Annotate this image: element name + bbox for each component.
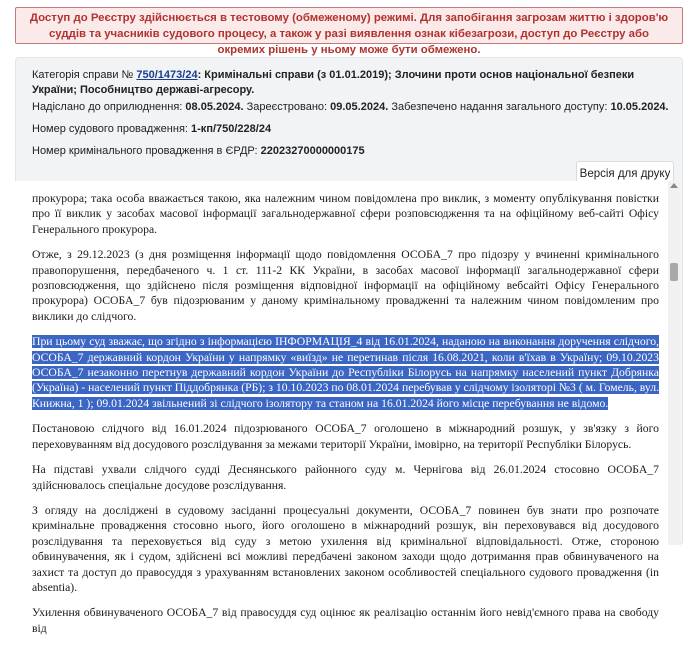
paragraph: прокурора; така особа вважається такою, яка належним чином повідомлена про виклик, з моменту опублікування повістки про її виклик у засобах масової інформації загальнодержавної сфери розповсюдження та на офіційному веб-сайті Офісу Генерального прокурора. — [32, 192, 659, 236]
decision-text — [32, 181, 659, 646]
sent-label: Надіслано до оприлюднення: — [32, 101, 183, 113]
erdr-number: 22023270000000175 — [260, 145, 365, 157]
case-number-link[interactable]: 750/1473/24 — [136, 69, 198, 81]
selected-text: При цьому суд зважає, що згідно з інформацією ІНФОРМАЦІЯ_4 від 16.01.2024, наданою на виконання доручення слідчого, ОСОБА_7 державний кордон України у напрямку «виїзд» не перетинав після 16.08.2021, коли в'їхав в Україну; 09.10.2023 ОСОБА_7 незаконно перетнув державний кордон України до Республіки Білорусь на напрямку населений пункт Добрянка (Україна) - населений пункт Піддобрянка (РБ); з 10.10.2023 по 08.01.2024 перебував у слідчому ізоляторі №3 ( м. Гомель, вул. Книжна, 1 ); 09.01.2024 звільнений зі слідчого ізолятору та станом на 16.01.2024 його місце перебування не відомо. — [32, 335, 660, 410]
sent-date: 08.05.2024. — [185, 101, 244, 113]
registered-date: 09.05.2024. — [330, 101, 389, 113]
decision-text-viewer[interactable] — [15, 181, 668, 635]
paragraph: Постановою слідчого від 16.01.2024 підозрюваного ОСОБА_7 оголошено в міжнародний розшук, у зв'язку з його переховуванням від досудового розслідування за межами території України, імовірно, на території Республіки Білорусь. — [32, 422, 659, 451]
proceeding-label: Номер судового провадження: — [32, 123, 188, 135]
paragraph: Ухилення обвинуваченого ОСОБА_7 від правосуддя суд оцінює як реалізацію останнім його невід'ємного права на свободу від — [32, 606, 659, 635]
access-date: 10.05.2024. — [610, 101, 669, 113]
erdr-row — [32, 144, 672, 159]
paragraph: На підставі ухвали слідчого судді Деснянського районного суду м. Чернігова від 26.01.2024 стосовно ОСОБА_7 здійснювалось спеціальне досудове розслідування. — [32, 463, 659, 492]
scroll-up-arrow-icon[interactable] — [670, 183, 678, 188]
category-label: Категорія справи № — [32, 69, 134, 81]
paragraph: Отже, з 29.12.2023 (з дня розміщення інформації щодо повідомлення ОСОБА_7 про підозру у вчиненні кримінального правопорушення, передбаченого ч. 1 ст. 111-2 КК України, в засобах масової інформації загальнодержавної сфери розповсюдження, що здійснено після розміщення відповідної інформації на офіційному вебсайті Офісу Генерального прокурора) ОСОБА_7 був підозрюваним у даному кримінальному провадженні та належним чином повідомленим про виклики до слідчого. — [32, 248, 659, 323]
category-value: : Кримінальні справи (з 01.01.2019); Злочини проти основ національної безпеки України; Пособництво державі-агресору. — [32, 69, 635, 96]
notice-text: Доступ до Реєстру здійснюється в тестовому (обмеженому) режимі. Для запобігання загрозам життю і здоров'ю суддів та учасників судового процесу, а також у разі виявлення ознак кібезагрози, доступ до Реєстру або окремих рішень у ньому може бути обмежено. — [29, 12, 669, 56]
registered-label: Зареєстровано: — [246, 101, 328, 113]
paragraph: З огляду на досліджені в судовому засіданні процесуальні документи, ОСОБА_7 повинен був знати про розпочате кримінальне провадження стосовно нього, його оголошено в міжнародний розшук, він переховувався від досудового розслідування та переховується від суду з метою ухилення від кримінальної відповідальності. Отже, стороною обвинувачення, як і судом, здійснені всі можливі передбачені законом заходи щодо дотримання прав обвинуваченого на захист та доступ до правосуддя з урахуванням встановлених законом особливостей спеціального судового провадження (in absentia). — [32, 503, 659, 594]
proceeding-row — [32, 122, 672, 137]
access-label: Забезпечено надання загального доступу: — [391, 101, 608, 113]
test-mode-notice — [15, 7, 683, 56]
scrollbar-thumb[interactable] — [670, 263, 678, 281]
vertical-scrollbar[interactable] — [668, 181, 680, 545]
proceeding-number: 1-кп/750/228/24 — [191, 123, 272, 135]
paragraph-selected — [32, 334, 659, 411]
case-metadata — [32, 68, 672, 166]
erdr-label: Номер кримінального провадження в ЄРДР: — [32, 145, 258, 157]
dates-row — [32, 100, 672, 115]
case-category-row — [32, 68, 672, 98]
print-version-button[interactable]: Версія для друку — [576, 161, 674, 187]
